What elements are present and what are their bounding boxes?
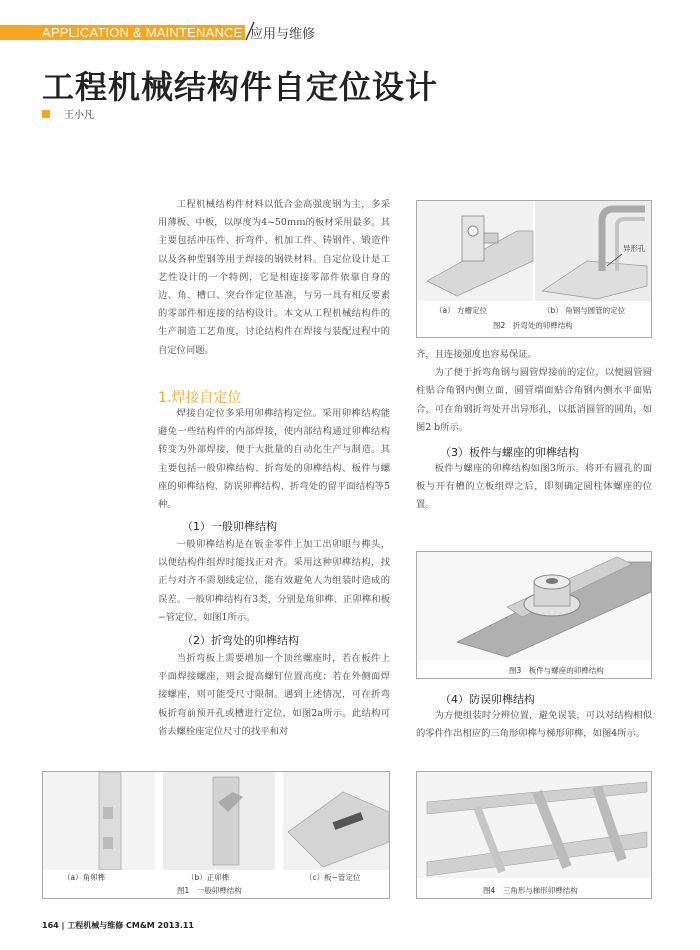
author-marker-icon <box>42 110 50 118</box>
section-en: APPLICATION & MAINTENANCE <box>42 25 243 40</box>
page-footer <box>42 920 194 931</box>
footer-separator: | <box>61 921 68 930</box>
figure-2-image <box>417 201 651 301</box>
subheading-3: （3）板件与螺座的卯榫结构 <box>440 446 579 459</box>
paragraph-text: 当折弯板上需要增加一个顶丝螺座时，若在板件上平面焊接螺座，则会提高螺钉位置高度；若在外侧面焊接螺座，则可能受尺寸限制。遇到上述情况，可在折弯板折弯前预开孔或槽进行定位，如图2a所示。此结构可省去螺栓座定位尺寸的找平和对 <box>158 653 390 737</box>
intro-paragraph <box>158 196 390 360</box>
paragraph-text: 板件与螺座的卯榫结构如图3所示。将开有圆孔的面板与开有槽的立板组焊之后，即刻确定圆柱体螺座的位置。 <box>416 463 652 511</box>
figure-1-image <box>43 772 389 870</box>
fig1-caption: 图1 一般卯榫结构 <box>177 886 242 895</box>
paragraph-text: 齐，且连接强度也容易保证。 <box>416 349 537 360</box>
fig2-label-b: （b） 角钢与圆管的定位 <box>543 306 626 315</box>
paragraph-text: 一般卯榫结构是在钣金零件上加工出卯眼与榫头，以便结构件组焊时能找正对齐。采用这种卯榫结构，找正与对齐不需划线定位，能有效避免人为组装时造成的误差。一般卯榫结构有3类，分别是角卯榫、正卯榫和板−管定位，如图1所示。 <box>158 539 390 623</box>
paragraph-text: 焊接自定位多采用卯榫结构定位。采用卯榫结构能避免一些结构件的内部焊接，使内部结构通过卯榫结构转变为外部焊接，便于大批量的自动化生产与制造。其主要包括一般卯榫结构、折弯处的卯榫结构、板件与螺座的卯榫结构、防误卯榫结构、折弯处的留平面结构等5种。 <box>158 408 390 511</box>
page-number: 164 <box>42 921 59 930</box>
subheading-4: （4）防误卯榫结构 <box>440 693 535 706</box>
article-title: 工程机械结构件自定位设计 <box>42 68 439 106</box>
section-band <box>0 25 245 40</box>
figure-3-image <box>417 552 651 660</box>
fig2-caption: 图2 折弯处的卯榫结构 <box>493 321 573 330</box>
fig3-caption: 图3 板件与螺座的卯榫结构 <box>509 666 604 675</box>
paragraph-welding <box>158 405 390 514</box>
figure-2 <box>416 200 652 338</box>
paragraph-text: 为了便于折弯角钢与圆管焊接前的定位，以便圆管圆柱贴合角钢内侧立面，圆管端面贴合角钢内侧水平面贴合，可在角钢折弯处开出异形孔，以抵消圆管的圆角，如图2 b所示。 <box>416 367 652 433</box>
paragraph-bend <box>158 650 390 741</box>
fig1-label-b: （b）正卯榫 <box>187 873 230 882</box>
paragraph-screw-seat <box>416 460 652 515</box>
author-name: 王小凡 <box>64 110 94 121</box>
paragraph-anti-error <box>416 707 652 743</box>
fig4-caption: 图4 三角形与梯形卯榫结构 <box>483 886 578 895</box>
journal-name: 工程机械与维修 CM&M 2013.11 <box>67 921 194 930</box>
callout-label: 异形孔 <box>623 244 646 253</box>
paragraph-text: 为方便组装时分辨位置，避免误装，可以对结构相似的零件作出相应的三角形卯榫与梯形卯榫，如图4所示。 <box>416 710 652 740</box>
figure-1 <box>42 771 390 899</box>
section-cn: 应用与维修 <box>250 27 316 42</box>
section-heading-1: 1.焊接自定位 <box>158 390 242 406</box>
subheading-2: （2）折弯处的卯榫结构 <box>182 634 299 647</box>
fig1-label-a: （a）角卯榫 <box>63 873 106 882</box>
fig2-label-a: （a） 方槽定位 <box>435 306 487 315</box>
paragraph-right-1 <box>416 346 652 437</box>
intro-text: 工程机械结构件材料以低合金高强度钢为主，多采用薄板、中板，以厚度为4~50ｍｍ的板材采用最多。其主要包括冲压件、折弯件、机加工件、铸钢件、锻造件以及各种型钢等用于焊接的钢铁材料。自定位设计是工艺性设计的一个特例，它是相连接零部件依靠自身的边、角、槽口、突台作定位基准，与另一具有相反要素的零部件相连接的结构设计。本文从工程机械结构件的生产制造工艺角度，讨论结构件在焊接与装配过程中的自定位问题。 <box>158 199 390 356</box>
figure-4 <box>416 771 652 899</box>
figure-4-image <box>417 772 651 878</box>
paragraph-general <box>158 536 390 627</box>
subheading-1: （1）一般卯榫结构 <box>182 520 277 533</box>
figure-3 <box>416 551 652 679</box>
fig1-label-c: （c）板−管定位 <box>305 873 361 882</box>
